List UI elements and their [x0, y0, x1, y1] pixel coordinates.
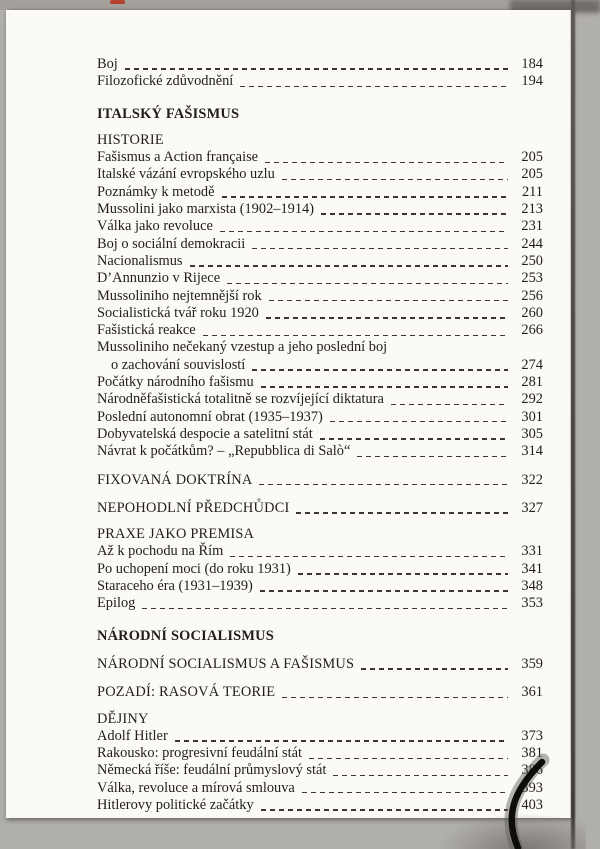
toc-entry-label: POZADÍ: RASOVÁ TEORIE — [97, 684, 276, 701]
dot-leader — [252, 248, 508, 249]
toc-entry-label: o zachování souvislostí — [111, 356, 246, 373]
toc-entry-label: Národněfašistická totalitně se rozvíjející diktatura — [97, 391, 384, 408]
dot-leader — [261, 386, 508, 387]
toc-entry — [97, 270, 543, 287]
page-number: 205 — [521, 149, 543, 166]
toc-entry-label: Po uchopení moci (do roku 1931) — [97, 560, 291, 577]
dot-leader — [321, 213, 508, 214]
page-number: 403 — [521, 796, 543, 813]
page-number: 327 — [521, 499, 543, 516]
toc-section-entry — [97, 472, 543, 489]
toc-entry — [97, 288, 543, 305]
page-number: 341 — [521, 560, 543, 577]
toc-part-heading — [97, 106, 543, 123]
page-number: 266 — [521, 322, 543, 339]
dot-leader — [266, 317, 508, 318]
toc-entry-label: Dobyvatelská despocie a satelitní stát — [97, 425, 313, 442]
page-number: 213 — [521, 201, 543, 218]
toc-entry — [97, 305, 543, 322]
toc-entry — [97, 543, 543, 560]
toc-entry-label: NEPOHODLNÍ PŘEDCHŮDCI — [97, 499, 290, 516]
page-number: 381 — [521, 745, 543, 762]
toc-entry — [97, 201, 543, 218]
dot-leader — [142, 608, 508, 609]
page-number: 331 — [521, 543, 543, 560]
toc-entry — [97, 391, 543, 408]
toc-entry-label: ITALSKÝ FAŠISMUS — [97, 105, 240, 122]
toc-entry-label: Fašistická reakce — [97, 322, 196, 339]
toc-entry-label: Návrat k počátkům? – „Repubblica di Salò“ — [97, 443, 351, 460]
toc-entry — [97, 409, 543, 426]
toc-entry-label: Adolf Hitler — [97, 727, 168, 744]
page-number: 314 — [521, 443, 543, 460]
toc-entry-label: Epilog — [97, 595, 136, 612]
toc-entry — [97, 73, 543, 90]
scan-bottom-smudge — [436, 813, 586, 849]
page-number: 281 — [521, 374, 543, 391]
toc-entry-label: Hitlerovy politické začátky — [97, 796, 254, 813]
toc-entry-label: DĚJINY — [97, 710, 149, 727]
dot-leader — [259, 484, 508, 485]
dot-leader — [125, 68, 508, 69]
dot-leader — [361, 668, 508, 669]
toc-entry — [97, 374, 543, 391]
dot-leader — [330, 421, 508, 422]
toc-entry — [97, 236, 543, 253]
toc-entry-label: Socialistická tvář roku 1920 — [97, 304, 259, 321]
toc-entry-label: Poslední autonomní obrat (1935–1937) — [97, 408, 323, 425]
toc-entry-label: HISTORIE — [97, 131, 164, 148]
dot-leader — [230, 556, 508, 557]
toc-section-heading — [97, 526, 543, 543]
page-number: 250 — [521, 252, 543, 269]
page-number: 359 — [521, 655, 543, 672]
toc-entry — [97, 149, 543, 166]
toc-entry — [97, 339, 543, 356]
dot-leader — [282, 179, 508, 180]
toc-part-heading — [97, 628, 543, 645]
dot-leader — [269, 300, 508, 301]
toc-entry — [97, 166, 543, 183]
page-number: 353 — [521, 595, 543, 612]
toc-entry-label: Válka jako revoluce — [97, 218, 213, 235]
dot-leader — [260, 590, 508, 591]
page-number: 386 — [521, 762, 543, 779]
dot-leader — [252, 369, 508, 370]
book-page — [6, 10, 571, 818]
toc-entry — [97, 797, 543, 814]
toc-entry-label: Poznámky k metodě — [97, 183, 215, 200]
toc-entry-label: Až k pochodu na Řím — [97, 543, 224, 560]
dot-leader — [203, 335, 508, 336]
toc-section-entry — [97, 684, 543, 701]
toc-entry-label: PRAXE JAKO PREMISA — [97, 526, 255, 543]
toc-entry-label: Německá říše: feudální průmyslový stát — [97, 762, 327, 779]
dot-leader — [261, 809, 508, 810]
toc-entry — [97, 253, 543, 270]
dot-leader — [265, 162, 508, 163]
toc-entry — [97, 56, 543, 73]
dot-leader — [333, 775, 508, 776]
page-number: 292 — [521, 391, 543, 408]
toc-entry — [97, 443, 543, 460]
toc-section-entry — [97, 656, 543, 673]
toc-entry-label: NÁRODNÍ SOCIALISMUS — [97, 627, 274, 644]
dot-leader — [302, 792, 508, 793]
page-number: 361 — [521, 684, 543, 701]
toc-entry-label: Nacionalismus — [97, 252, 183, 269]
page-number: 305 — [521, 425, 543, 442]
toc-entry — [97, 780, 543, 797]
toc-entry-label: NÁRODNÍ SOCIALISMUS A FAŠISMUS — [97, 655, 355, 672]
page-number: 260 — [521, 304, 543, 321]
toc-entry — [97, 595, 543, 612]
dot-leader — [296, 512, 508, 513]
page-number: 322 — [521, 471, 543, 488]
page-number: 184 — [521, 56, 543, 72]
page-number: 256 — [521, 287, 543, 304]
dot-leader — [240, 86, 508, 87]
toc-entry-label: Boj — [97, 56, 118, 72]
toc-entry-label: FIXOVANÁ DOKTRÍNA — [97, 471, 253, 488]
page-number: 393 — [521, 779, 543, 796]
toc-entry-label: Italské vázání evropského uzlu — [97, 166, 275, 183]
toc-section-heading — [97, 711, 543, 728]
toc-entry — [97, 762, 543, 779]
toc-entry-label: Staraceho éra (1931–1939) — [97, 578, 253, 595]
toc-entry-label: Válka, revoluce a mírová smlouva — [97, 779, 295, 796]
toc-entry — [97, 184, 543, 201]
toc-entry — [97, 745, 543, 762]
toc-section-heading — [97, 132, 543, 149]
toc-entry-label: D’Annunzio v Rijece — [97, 270, 221, 287]
page-number: 244 — [521, 235, 543, 252]
toc-entry-continuation — [97, 357, 543, 374]
page-number: 194 — [521, 73, 543, 90]
page-number: 231 — [521, 218, 543, 235]
toc-entry-label: Fašismus a Action française — [97, 149, 259, 166]
page-number: 205 — [521, 166, 543, 183]
page-number: 301 — [521, 408, 543, 425]
toc-entry-label: Mussolini jako marxista (1902–1914) — [97, 201, 315, 218]
toc-entry-label: Filozofické zdůvodnění — [97, 73, 234, 90]
dot-leader — [357, 456, 508, 457]
toc-entry — [97, 218, 543, 235]
page-number: 373 — [521, 727, 543, 744]
dot-leader — [220, 231, 508, 232]
scan-edge-shadow — [571, 0, 575, 849]
toc-entry-label: Počátky národního fašismu — [97, 374, 254, 391]
scan-speck — [110, 0, 125, 4]
toc-entry-label: Mussoliniho nečekaný vzestup a jeho poslední boj — [97, 339, 388, 356]
dot-leader — [190, 265, 508, 266]
toc-entry — [97, 561, 543, 578]
dot-leader — [222, 196, 508, 197]
toc-entry — [97, 426, 543, 443]
page-number: 274 — [521, 356, 543, 373]
toc-entry — [97, 322, 543, 339]
page-number: 253 — [521, 270, 543, 287]
toc-entry — [97, 728, 543, 745]
dot-leader — [320, 438, 508, 439]
dot-leader — [298, 573, 508, 574]
page-number: 348 — [521, 578, 543, 595]
toc-entry — [97, 578, 543, 595]
table-of-contents — [6, 10, 571, 814]
dot-leader — [282, 697, 508, 698]
toc-section-entry — [97, 500, 543, 517]
toc-entry-label: Rakousko: progresivní feudální stát — [97, 745, 303, 762]
toc-entry-label: Mussoliniho nejtemnější rok — [97, 287, 262, 304]
page-number: 211 — [521, 183, 543, 200]
dot-leader — [391, 404, 508, 405]
dot-leader — [175, 740, 508, 741]
dot-leader — [309, 758, 508, 759]
toc-entry-label: Boj o sociální demokracii — [97, 235, 246, 252]
dot-leader — [227, 283, 508, 284]
